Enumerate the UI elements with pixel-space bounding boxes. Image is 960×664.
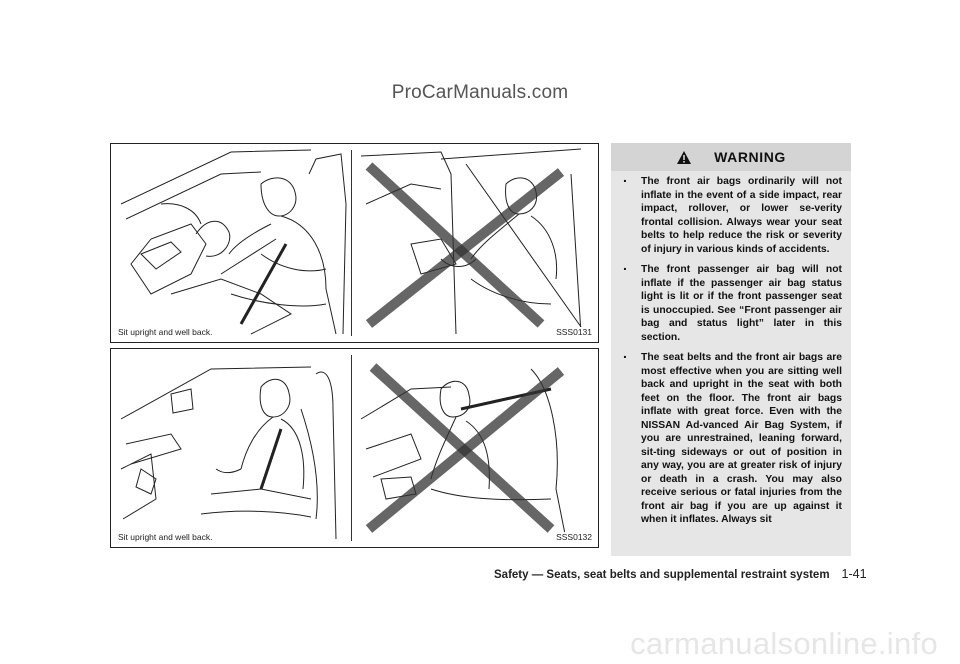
warning-list: [611, 171, 851, 527]
figure-code: SSS0132: [556, 532, 592, 542]
illustration-panel-front-view: [110, 143, 599, 343]
passenger-posture-illustration: [111, 349, 598, 547]
driver-posture-illustration: [111, 144, 598, 342]
warning-item-text: The front air bags ordinarily will not inflate in the event of a side impact, rear impact, rollover, or lower se-verity frontal collision. Always wear your seat belts to help reduce the risk or severity of injury in various kinds of accidents.: [641, 176, 842, 255]
figure-caption: Sit upright and well back.: [118, 532, 213, 542]
warning-item: [611, 257, 851, 344]
bullet-icon: .: [623, 345, 627, 361]
figure-divider: [351, 355, 352, 541]
warning-body: [611, 171, 851, 556]
warning-title: WARNING: [714, 149, 786, 165]
figure-caption: Sit upright and well back.: [118, 327, 213, 337]
watermark-top: ProCarManuals.com: [391, 82, 569, 103]
page-number: 1-41: [841, 567, 867, 581]
watermark-bottom: carmanualsonline.info: [630, 626, 938, 661]
figure-divider: [351, 150, 352, 336]
warning-item: [611, 171, 851, 256]
figure-code: SSS0131: [556, 327, 592, 337]
bullet-icon: .: [623, 257, 627, 273]
illustration-panel-side-view: [110, 348, 599, 548]
warning-header: [611, 143, 851, 171]
footer-section-title: Safety — Seats, seat belts and supplemental restraint system: [494, 569, 830, 581]
warning-triangle-icon: [676, 150, 692, 165]
page-footer: [494, 567, 867, 581]
bullet-icon: .: [623, 171, 627, 185]
warning-item-text: The front passenger air bag will not inflate if the passenger air bag status light is lit or if the front passenger seat is unoccupied. See “Front passenger air bag and status light” later in this section.: [641, 264, 842, 343]
warning-item: [611, 345, 851, 527]
warning-item-text: The seat belts and the front air bags are most effective when you are sitting well back and upright in the seat with both feet on the floor. The front air bags inflate with great force. Even with the NISSAN Ad-vanced Air Bag System, if you are unrestrained, leaning forward, sit-ting sideways or out of position in any way, you are at greater risk of injury or death in a crash. You may also receive serious or fatal injuries from the front air bag if you are up against it when it inflates. Always sit: [641, 352, 842, 525]
